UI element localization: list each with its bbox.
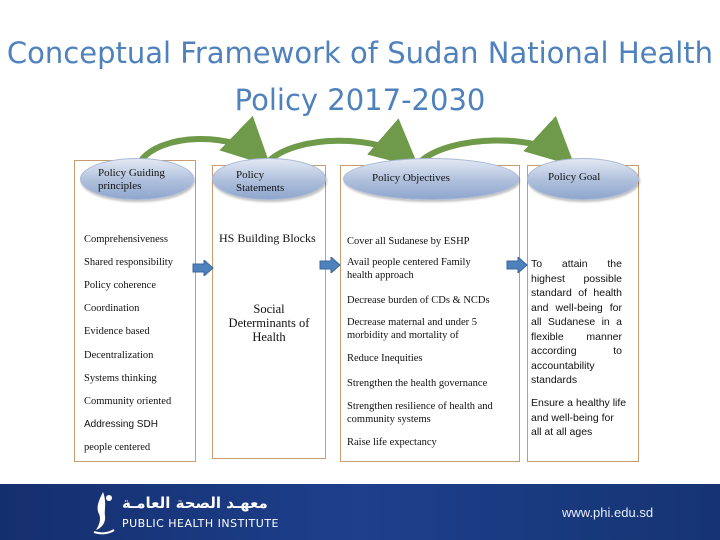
objective-item: Raise life expectancy (347, 437, 437, 448)
principle-item: Evidence based (84, 326, 150, 337)
statement-item: HS Building Blocks (219, 231, 316, 245)
right-arrow-icon (319, 257, 341, 273)
principle-item: people centered (84, 442, 151, 453)
principle-item: Coordination (84, 303, 140, 314)
objective-item: Cover all Sudanese by ESHP (347, 236, 470, 247)
footer-english-name: PUBLIC HEALTH INSTITUTE (122, 517, 279, 530)
objective-item: Avail people centered Family health approach (347, 257, 471, 281)
objective-item: Reduce Inequities (347, 353, 423, 364)
goal-text: To attain the highest possible standard of health and well-being for all Sudanese in a flexible manner according to accountability standards (531, 258, 622, 386)
principle-item: Comprehensiveness (84, 234, 168, 245)
statements-header: Policy Statements (236, 169, 285, 194)
right-arrow-icon (506, 257, 528, 273)
statement-item: Social Determinants of Health (228, 302, 310, 344)
institute-logo-icon (88, 488, 118, 538)
footer-url[interactable]: www.phi.edu.sd (562, 505, 654, 520)
principle-item: Policy coherence (84, 280, 157, 291)
principle-item: Community oriented (84, 396, 172, 407)
principle-item: Decentralization (84, 350, 154, 361)
objective-item: Strengthen the health governance (347, 378, 488, 389)
goal-text: Ensure a healthy life and well-being for all at all ages (531, 397, 627, 438)
footer-arabic-name: معهـد الصحة العامـة (122, 494, 268, 512)
principles-header: Policy Guiding principles (98, 167, 165, 192)
principle-item: Addressing SDH (84, 419, 158, 430)
principle-item: Shared responsibility (84, 257, 173, 268)
right-arrow-icon (192, 260, 214, 276)
objective-item: Strengthen resilience of health and community systems (347, 401, 493, 425)
objective-item: Decrease burden of CDs & NCDs (347, 295, 490, 306)
principle-item: Systems thinking (84, 373, 157, 384)
objective-item: Decrease maternal and under 5 morbidity and mortality of (347, 317, 478, 341)
goal-header: Policy Goal (548, 171, 601, 183)
objectives-header: Policy Objectives (372, 172, 450, 184)
page-title: Conceptual Framework of Sudan National Health Policy 2017-2030 (6, 36, 714, 117)
